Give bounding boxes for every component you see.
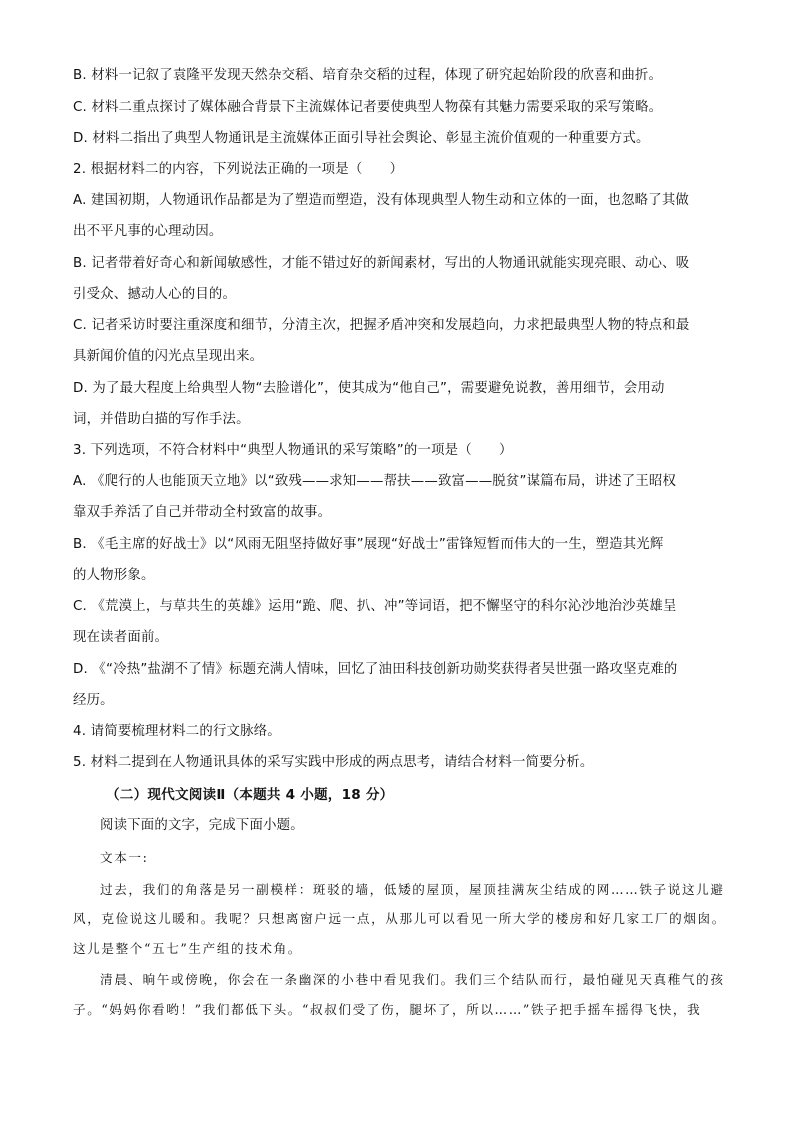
option-line: B. 《毛主席的好战士》以“风雨无阻坚持做好事”展现“好战士”雷锋短暂而伟大的一生，塑造其光辉 (73, 537, 664, 552)
option-line: 经历。 (73, 693, 114, 708)
passage-line: 这儿是整个“五七”生产组的技术角。 (73, 941, 302, 956)
option-line: 的人物形象。 (73, 568, 155, 583)
passage-line: 风，克俭说这儿暖和。我呢？只想离窗户远一点，从那儿可以看见一所大学的楼房和好几家工厂的烟囱。 (73, 911, 726, 926)
option-line: D. 《“冷热”盐湖不了情》标题充满人情味，回忆了油田科技创新功勋奖获得者吴世强一路攻坚克难的 (73, 662, 678, 677)
question-line: 3. 下列选项，不符合材料中“典型人物通讯的采写策略”的一项是（ ） (73, 443, 513, 458)
option-line: 引受众、撼动人心的目的。 (73, 287, 237, 302)
option-line: D. 材料二指出了典型人物通讯是主流媒体正面引导社会舆论、彰显主流价值观的一种重要方式。 (73, 131, 650, 146)
option-line: 现在读者面前。 (73, 630, 169, 645)
option-line: B. 材料一记叙了袁隆平发现天然杂交稻、培育杂交稻的过程，体现了研究起始阶段的欣喜和曲折。 (73, 68, 663, 83)
option-line: 出不平凡事的心理动因。 (73, 224, 223, 239)
option-line: 词，并借助白描的写作手法。 (73, 412, 250, 427)
option-line: C. 材料二重点探讨了媒体融合背景下主流媒体记者要使典型人物葆有其魅力需要采取的采写策略。 (73, 100, 663, 115)
question-line: 5. 材料二提到在人物通讯具体的采写实践中形成的两点思考，请结合材料一简要分析。 (73, 755, 594, 770)
passage-line: 过去，我们的角落是另一副模样：斑驳的墙，低矮的屋顶，屋顶挂满灰尘结成的网……铁子说这儿避 (100, 882, 725, 897)
question-line: 4. 请简要梳理材料二的行文脉络。 (73, 724, 281, 739)
passage-line: 子。“妈妈你看哟！”我们都低下头。“叔叔们受了伤，腿坏了，所以……”铁子把手摇车摇得飞快，我 (73, 1002, 702, 1017)
question-line: 2. 根据材料二的内容，下列说法正确的一项是（ ） (73, 162, 404, 177)
option-line: A. 建国初期，人物通讯作品都是为了塑造而塑造，没有体现典型人物生动和立体的一面，也忽略了其做 (73, 193, 690, 208)
option-line: 靠双手养活了自己并带动全村致富的故事。 (73, 505, 332, 520)
option-line: C. 《荒漠上，与草共生的英雄》运用“跪、爬、扒、冲”等词语，把不懈坚守的科尔沁沙地治沙英雄呈 (73, 599, 677, 614)
option-line: B. 记者带着好奇心和新闻敏感性，才能不错过好的新闻素材，写出的人物通讯就能实现亮眼、动心、吸 (73, 256, 690, 271)
option-line: C. 记者采访时要注重深度和细节，分清主次，把握矛盾冲突和发展趋向，力求把最典型人物的特点和最 (73, 318, 690, 333)
passage-line: 清晨、晌午或傍晚，你会在一条幽深的小巷中看见我们。我们三个结队而行，最怕碰见天真稚气的孩 (100, 972, 725, 987)
option-line: 具新闻价值的闪光点呈现出来。 (73, 349, 264, 364)
instruction: 阅读下面的文字，完成下面小题。 (100, 818, 304, 833)
option-line: D. 为了最大程度上给典型人物“去脸谱化”，使其成为“他自己”，需要避免说教，善用细节，会用动 (73, 381, 665, 396)
section-heading: （二）现代文阅读Ⅱ（本题共 4 小题，18 分） (106, 787, 394, 803)
text-label: 文本一: (100, 850, 149, 865)
option-line: A. 《爬行的人也能顶天立地》以“致残——求知——帮扶——致富——脱贫”谋篇布局，讲述了王昭权 (73, 474, 677, 489)
